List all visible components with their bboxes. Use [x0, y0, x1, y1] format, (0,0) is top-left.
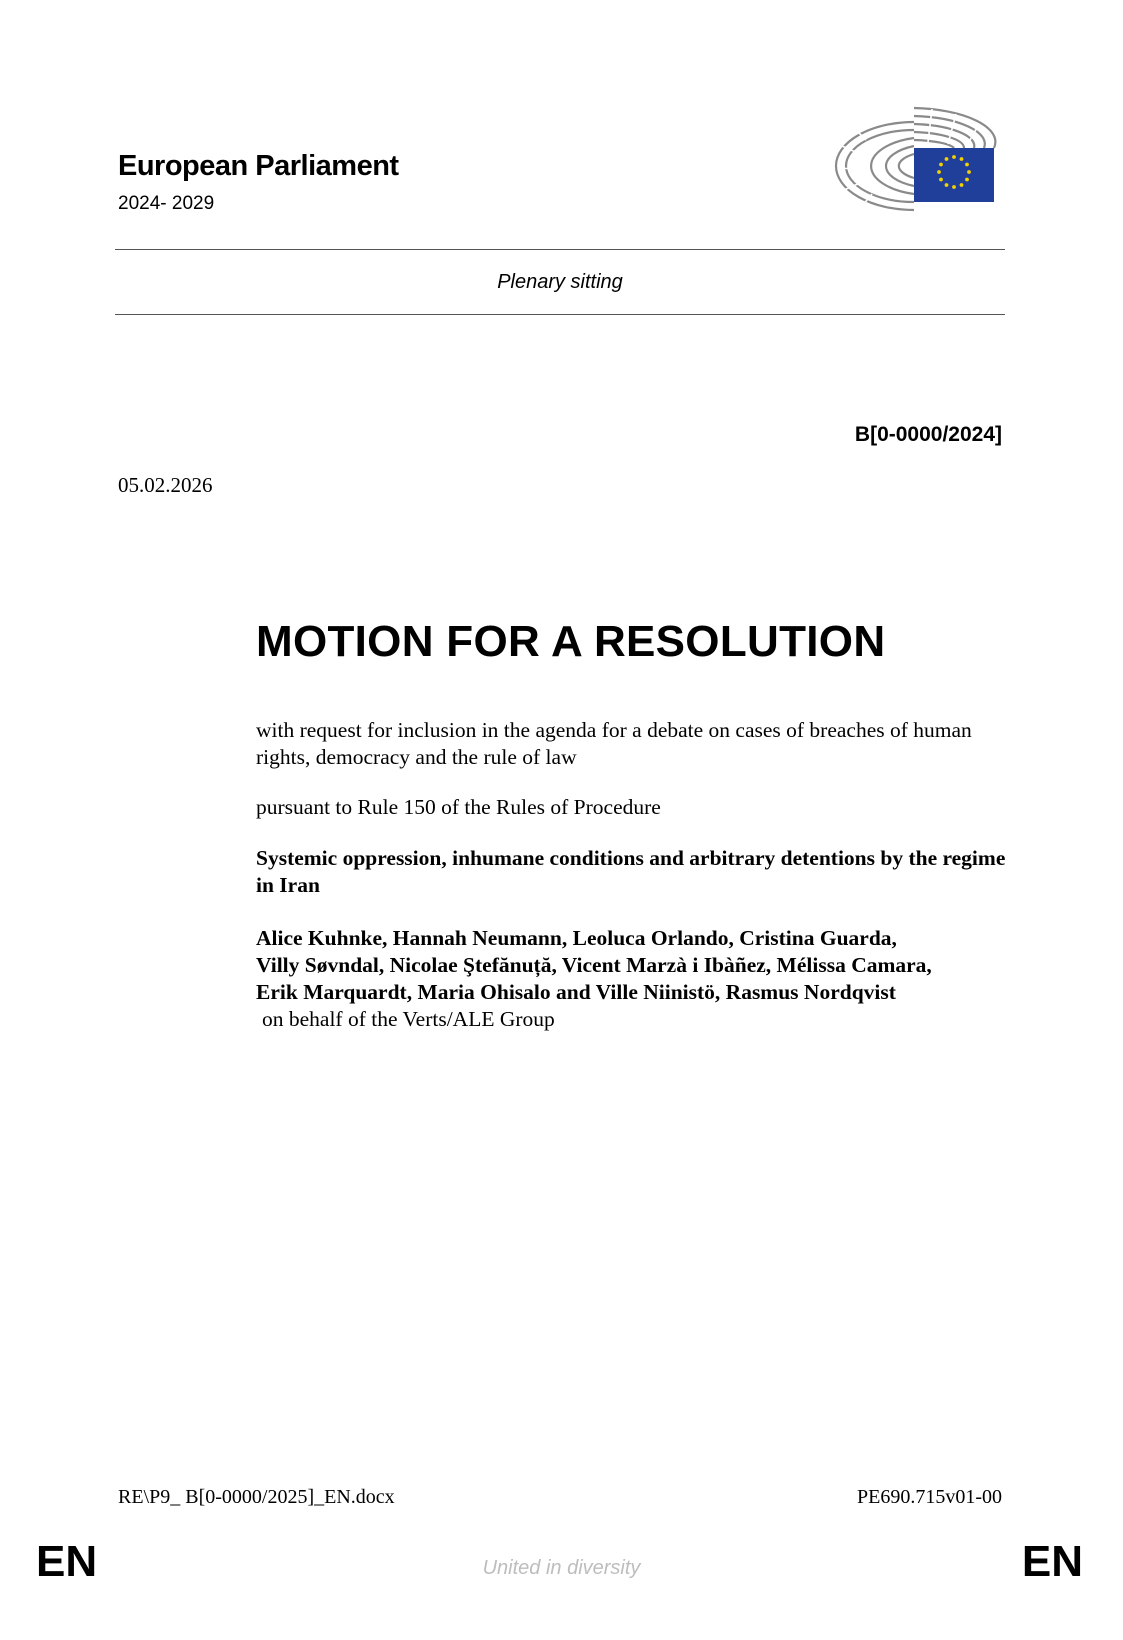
on-behalf-line: on behalf of the Verts/ALE Group	[262, 1007, 555, 1031]
document-date: 05.02.2026	[118, 473, 213, 497]
parliamentary-term: 2024- 2029	[118, 193, 215, 214]
authors-list	[256, 925, 1016, 1006]
header-divider-bottom	[115, 314, 1005, 315]
sitting-label: Plenary sitting	[497, 271, 623, 293]
footer-file-reference: RE\P9_ B[0-0000/2025]_EN.docx	[118, 1486, 395, 1508]
institution-name: European Parliament	[118, 150, 399, 182]
header-divider-top	[115, 249, 1005, 250]
authors-line: Erik Marquardt, Maria Ohisalo and Ville Niinistö, Rasmus Nordqvist	[256, 980, 896, 1004]
authors-line: Alice Kuhnke, Hannah Neumann, Leoluca Orlando, Cristina Guarda,	[256, 926, 897, 950]
european-parliament-logo-icon	[822, 106, 1004, 214]
request-paragraph: with request for inclusion in the agenda for a debate on cases of breaches of human rights, democracy and the rule of law	[256, 718, 972, 769]
footer-pe-number: PE690.715v01-00	[857, 1486, 1002, 1508]
document-reference: B[0-0000/2024]	[854, 423, 1002, 446]
authors-line: Villy Søvndal, Nicolae Ştefănuță, Vicent Marzà i Ibàñez, Mélissa Camara,	[256, 953, 932, 977]
language-code-left: EN	[36, 1537, 98, 1586]
document-title: MOTION FOR A RESOLUTION	[256, 617, 886, 666]
pursuant-paragraph: pursuant to Rule 150 of the Rules of Procedure	[256, 795, 661, 819]
resolution-subject: Systemic oppression, inhumane conditions and arbitrary detentions by the regime in Iran	[256, 846, 1006, 897]
eu-motto: United in diversity	[482, 1557, 641, 1579]
language-code-right: EN	[1021, 1537, 1083, 1586]
